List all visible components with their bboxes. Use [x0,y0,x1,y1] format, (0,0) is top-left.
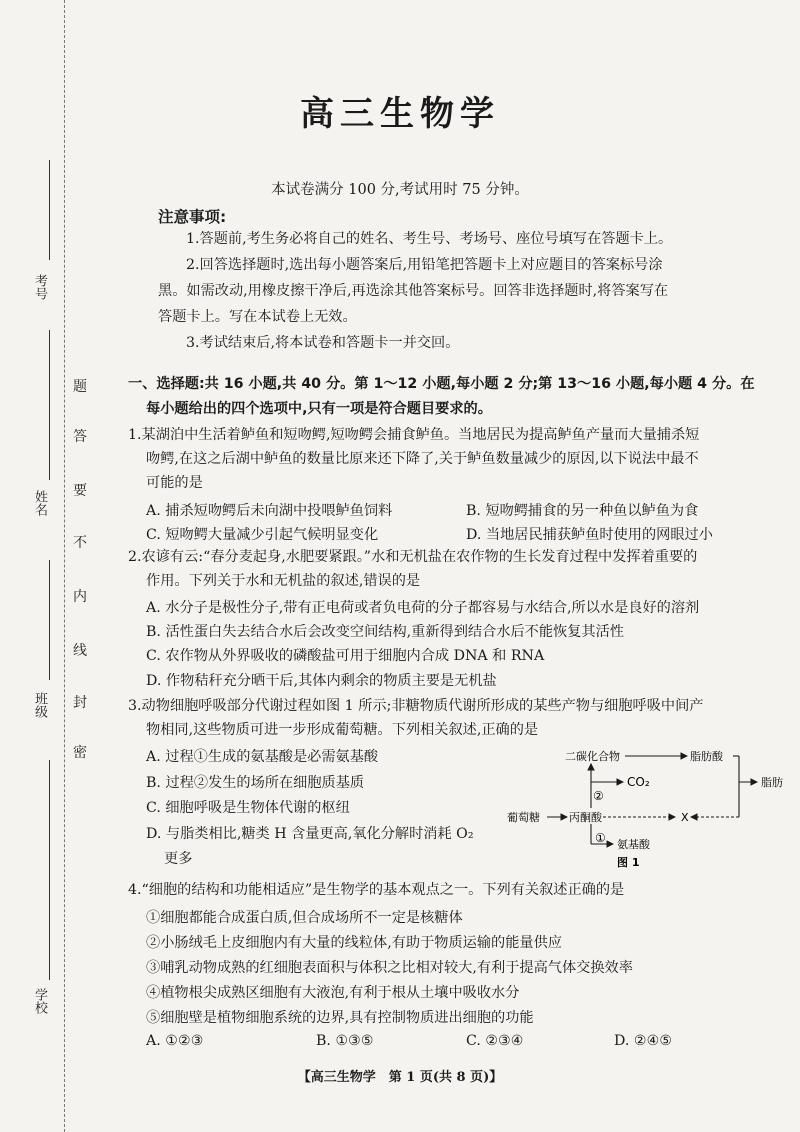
side-label-banji: 班级 [32,692,47,718]
q3-stem-line: 物相同,这些物质可进一步形成葡萄糖。下列相关叙述,正确的是 [146,722,539,738]
xingming-blank[interactable] [49,330,50,480]
notice-item: 3.考试结束后,将本试卷和答题卡一并交回。 [186,335,460,351]
section-heading-line: 每小题给出的四个选项中,只有一项是符合题目要求的。 [146,401,492,417]
notice-item: 答题卡上。写在本试卷上无效。 [158,309,357,325]
seal-char: 答 [73,429,87,445]
q3-option-d-cont: 更多 [164,851,193,867]
notice-item: 1.答题前,考生务必将自己的姓名、考生号、考场号、座位号填写在答题卡上。 [186,231,673,247]
seal-char: 封 [73,695,87,711]
notice-heading: 注意事项: [158,208,227,226]
seal-char: 内 [73,589,87,605]
q2-option-c: C. 农作物从外界吸收的磷酸盐可用于细胞内合成 DNA 和 RNA [146,648,545,664]
q1-option-d: D. 当地居民捕获鲈鱼时使用的网眼过小 [466,527,713,543]
banji-blank[interactable] [49,560,50,680]
q3-option-c: C. 细胞呼吸是生物体代谢的枢纽 [146,800,350,816]
fig-label-amino-acid: 氨基酸 [617,838,650,851]
q1-option-c: C. 短吻鳄大量减少引起气候明显变化 [146,527,379,543]
seal-char: 密 [73,745,87,761]
side-label-kaohao: 考号 [32,274,47,300]
q2-option-d: D. 作物秸秆充分晒干后,其体内剩余的物质主要是无机盐 [146,673,497,689]
q1-option-b: B. 短吻鳄捕食的另一种鱼以鲈鱼为食 [466,503,699,519]
fig-arrows [547,756,757,844]
figure-1-diagram [505,742,790,870]
q4-option-d: D. ②④⑤ [614,1033,673,1049]
fig-label-step1: ① [595,831,606,845]
q4-stem: 4.“细胞的结构和功能相适应”是生物学的基本观点之一。下列有关叙述正确的是 [128,882,625,898]
q4-item: ②小肠绒毛上皮细胞内有大量的线粒体,有助于物质运输的能量供应 [146,935,562,951]
fig-label-fat: 脂肪 [761,776,783,789]
q4-item: ⑤细胞壁是植物细胞系统的边界,具有控制物质进出细胞的功能 [146,1010,534,1026]
fig-label-fatty-acid: 脂肪酸 [690,750,723,763]
q4-item: ③哺乳动物成熟的红细胞表面积与体积之比相对较大,有利于提高气体交换效率 [146,960,633,976]
q4-item: ①细胞都能合成蛋白质,但合成场所不一定是核糖体 [146,910,463,926]
q4-option-b: B. ①③⑤ [316,1033,374,1049]
q3-option-d: D. 与脂类相比,糖类 H 含量更高,氧化分解时消耗 O₂ [146,826,474,842]
q1-stem-line: 可能的是 [146,475,203,491]
xuexiao-blank[interactable] [49,760,50,980]
q1-option-a: A. 捕杀短吻鳄后未向湖中投喂鲈鱼饲料 [146,503,393,519]
fig-label-co2-compound: 二碳化合物 [565,750,620,763]
page-footer: 【高三生物学 第 1 页(共 8 页)】 [297,1070,503,1085]
binding-dashed-line [64,0,65,1132]
q1-stem-line: 吻鳄,在这之后湖中鲈鱼的数量比原来还下降了,关于鲈鱼数量减少的原因,以下说法中最不 [146,451,699,467]
q4-option-a: A. ①②③ [146,1033,204,1049]
notice-item: 黑。如需改动,用橡皮擦干净后,再选涂其他答案标号。回答非选择题时,将答案写在 [158,283,669,299]
q3-option-b: B. 过程②发生的场所在细胞质基质 [146,775,365,791]
side-label-xingming: 姓名 [32,490,47,516]
exam-subtitle: 本试卷满分 100 分,考试用时 75 分钟。 [271,182,529,198]
q2-option-a: A. 水分子是极性分子,带有正电荷或者负电荷的分子都容易与水结合,所以水是良好的溶剂 [146,600,700,616]
seal-char: 线 [73,643,87,659]
q4-option-c: C. ②③④ [466,1033,524,1049]
exam-title: 高三生物学 [300,94,500,134]
seal-char: 题 [73,379,87,395]
kaohao-blank[interactable] [49,160,50,260]
fig-label-glucose: 葡萄糖 [507,811,540,824]
seal-char: 要 [73,483,87,499]
fig-label-step2: ② [593,789,604,803]
q2-stem-line: 2.农谚有云:“春分麦起身,水肥要紧跟。”水和无机盐在农作物的生长发育过程中发挥着重要的 [128,549,698,565]
q3-option-a: A. 过程①生成的氨基酸是必需氨基酸 [146,749,379,765]
fig-caption: 图 1 [617,856,640,869]
fig-label-co2: CO₂ [627,775,650,789]
section-heading-line: 一、选择题:共 16 小题,共 40 分。第 1～12 小题,每小题 2 分;第 13～16 小题,每小题 4 分。在 [128,376,755,392]
fig-label-pyruvate: 丙酮酸 [569,811,602,824]
fig-label-x: X [681,811,689,824]
q2-stem-line: 作用。下列关于水和无机盐的叙述,错误的是 [146,573,421,589]
q1-stem-line: 1.某湖泊中生活着鲈鱼和短吻鳄,短吻鳄会捕食鲈鱼。当地居民为提高鲈鱼产量而大量捕杀短 [128,427,700,443]
notice-item: 2.回答选择题时,选出每小题答案后,用铅笔把答题卡上对应题目的答案标号涂 [186,257,663,273]
section-heading [128,372,770,422]
seal-char: 不 [73,535,87,551]
side-label-xuexiao: 学校 [32,988,47,1014]
q4-item: ④植物根尖成熟区细胞有大液泡,有利于根从土壤中吸收水分 [146,985,520,1001]
q3-stem-line: 3.动物细胞呼吸部分代谢过程如图 1 所示;非糖物质代谢所形成的某些产物与细胞呼吸中间产 [128,698,704,714]
q2-option-b: B. 活性蛋白失去结合水后会改变空间结构,重新得到结合水后不能恢复其活性 [146,624,624,640]
